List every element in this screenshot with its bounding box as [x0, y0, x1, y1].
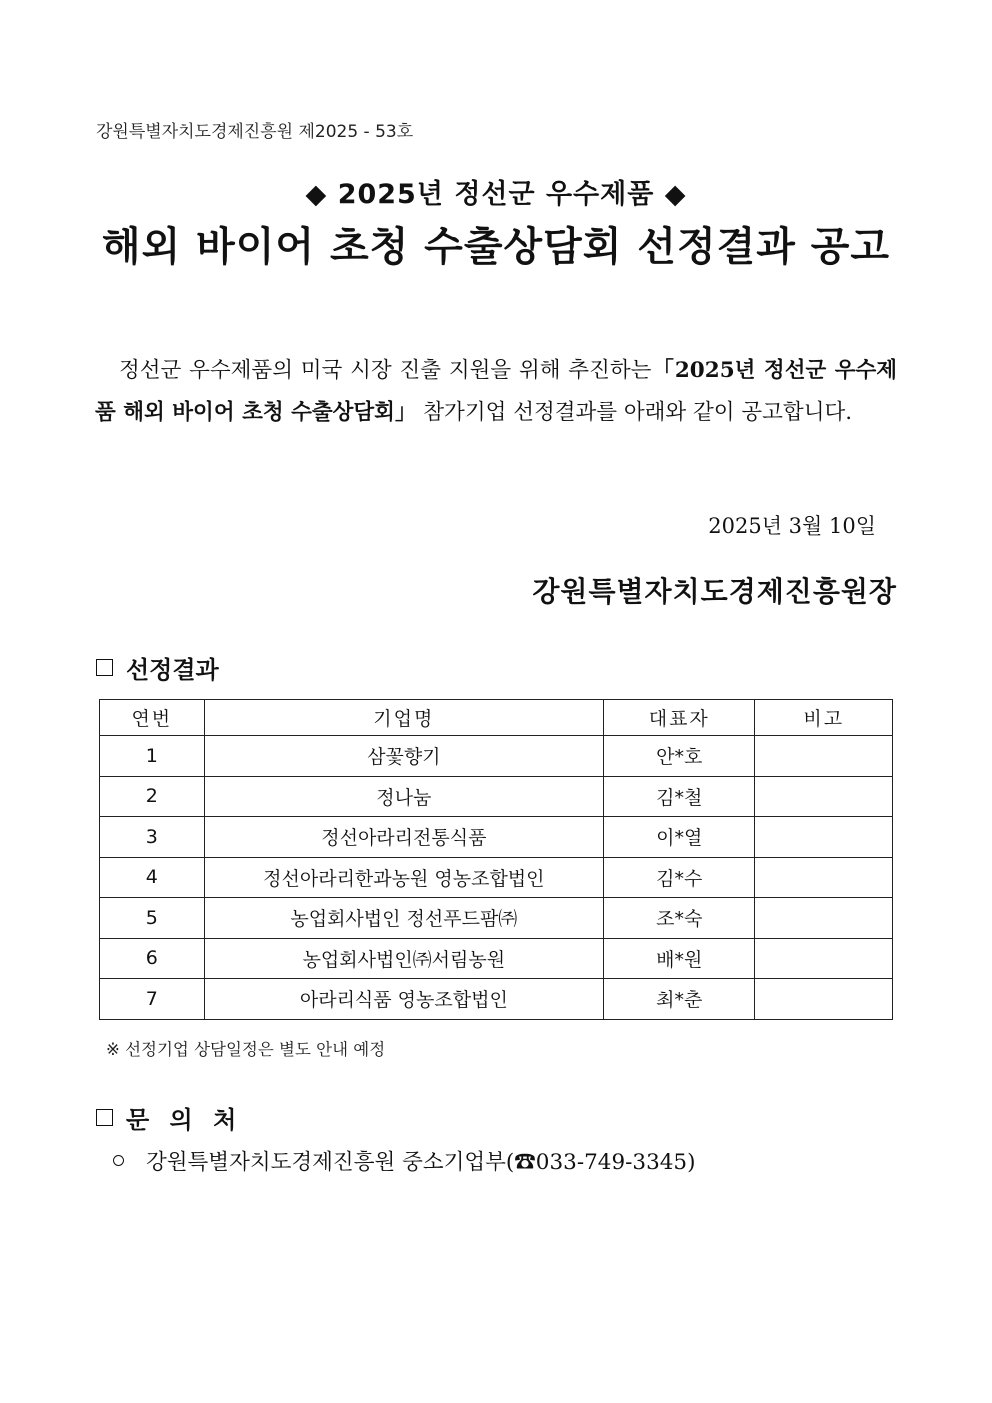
body-part-2: 참가기업 선정결과를 아래와 같이 공고합니다. [416, 400, 853, 425]
table-row [100, 898, 893, 939]
column-header-company: 기업명 [204, 700, 603, 736]
announcement-body [95, 350, 897, 434]
company-name: 농업회사법인 정선푸드팜㈜ [204, 898, 603, 939]
company-name: 정선아라리한과농원 영농조합법인 [204, 857, 603, 898]
column-header-note: 비고 [755, 700, 893, 736]
table-header-row [100, 700, 893, 736]
note-cell [755, 817, 893, 858]
contact-text: 강원특별자치도경제진흥원 중소기업부(☎033-749-3345) [146, 1150, 696, 1175]
table-row [100, 776, 893, 817]
note-cell [755, 898, 893, 939]
event-name: 「2025년 정선군 우수제품 해외 바이어 초청 수출상담회」 [95, 358, 897, 425]
table-row [100, 979, 893, 1020]
row-number: 2 [100, 776, 205, 817]
note-cell [755, 736, 893, 777]
results-table [99, 699, 893, 1020]
table-row [100, 736, 893, 777]
results-heading-label: 선정결과 [126, 656, 219, 684]
contact-heading [96, 1100, 242, 1135]
representative: 김*수 [604, 857, 755, 898]
company-name: 정나눔 [204, 776, 603, 817]
title-line-1: ◆ 2025년 정선군 우수제품 ◆ [305, 179, 687, 210]
table-row [100, 817, 893, 858]
table-row [100, 938, 893, 979]
representative: 최*춘 [604, 979, 755, 1020]
signature: 강원특별자치도경제진흥원장 [532, 575, 897, 608]
note-cell [755, 979, 893, 1020]
representative: 조*숙 [604, 898, 755, 939]
note-cell [755, 857, 893, 898]
table-row [100, 857, 893, 898]
body-part-1: 정선군 우수제품의 미국 시장 진출 지원을 위해 추진하는 [119, 358, 652, 383]
column-header-representative: 대표자 [604, 700, 755, 736]
representative: 이*열 [604, 817, 755, 858]
checkbox-square-icon [96, 659, 113, 676]
row-number: 1 [100, 736, 205, 777]
page-title: 해외 바이어 초청 수출상담회 선정결과 공고 [101, 224, 891, 270]
announcement-date: 2025년 3월 10일 [708, 514, 876, 538]
note-cell [755, 938, 893, 979]
note-cell [755, 776, 893, 817]
circle-bullet-icon [113, 1155, 124, 1166]
company-name: 삼꽃향기 [204, 736, 603, 777]
contact-line [113, 1145, 696, 1176]
representative: 안*호 [604, 736, 755, 777]
row-number: 7 [100, 979, 205, 1020]
contact-heading-label: 문 의 처 [126, 1106, 243, 1134]
checkbox-square-icon [96, 1109, 113, 1126]
row-number: 3 [100, 817, 205, 858]
company-name: 농업회사법인㈜서림농원 [204, 938, 603, 979]
document-number: 강원특별자치도경제진흥원 제2025 - 53호 [96, 122, 414, 142]
row-number: 6 [100, 938, 205, 979]
company-name: 정선아라리전통식품 [204, 817, 603, 858]
footnote: ※ 선정기업 상담일정은 별도 안내 예정 [106, 1040, 386, 1059]
column-header-no: 연번 [100, 700, 205, 736]
results-heading [96, 650, 219, 685]
row-number: 4 [100, 857, 205, 898]
representative: 배*원 [604, 938, 755, 979]
company-name: 아라리식품 영농조합법인 [204, 979, 603, 1020]
row-number: 5 [100, 898, 205, 939]
representative: 김*철 [604, 776, 755, 817]
